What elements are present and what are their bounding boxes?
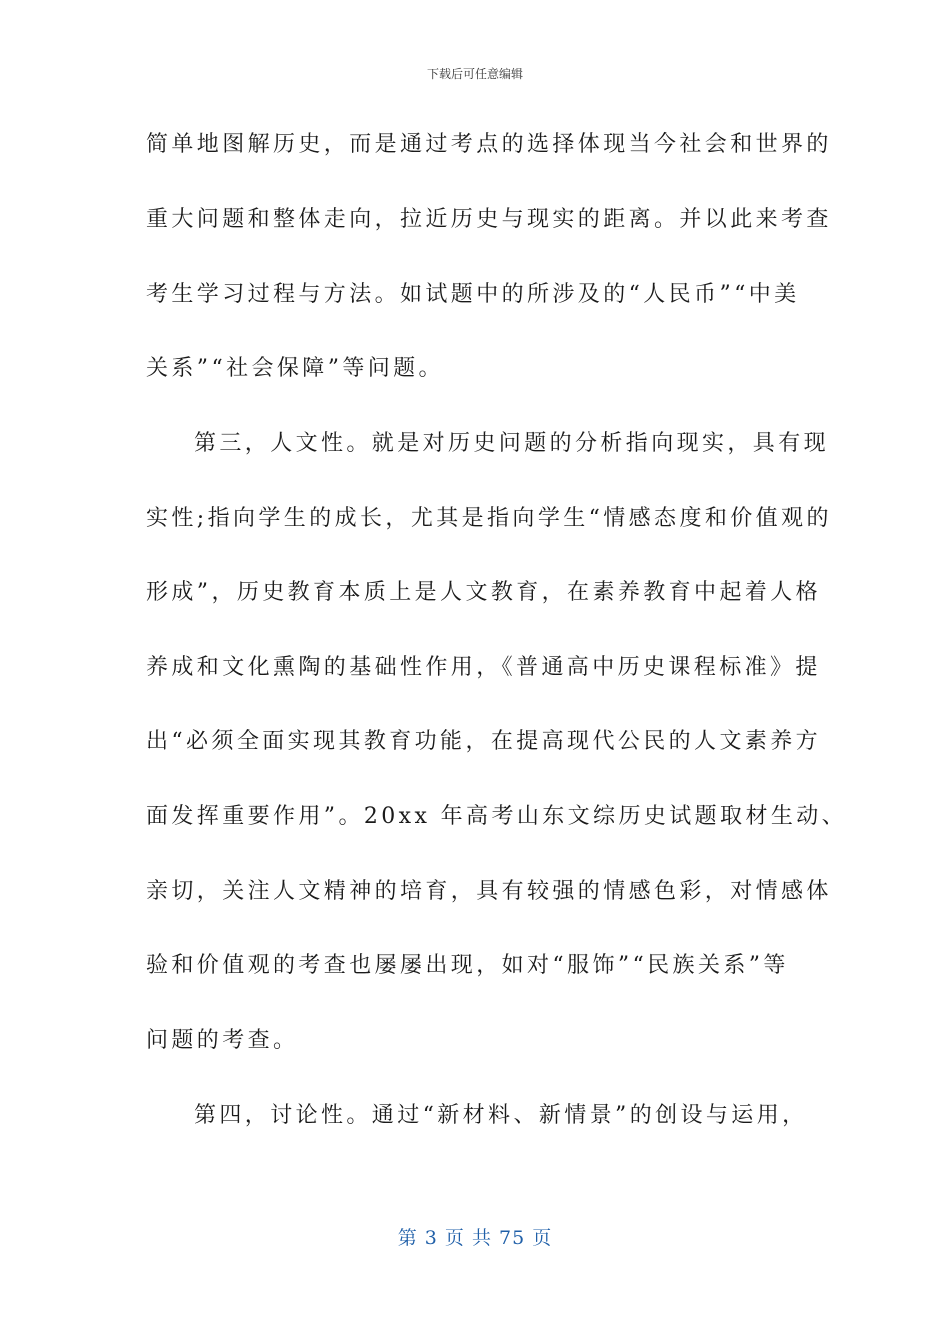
text-line: 考生学习过程与方法。如试题中的所涉及的“人民币”“中美 [146,282,800,307]
text-line: 简单地图解历史，而是通过考点的选择体现当今社会和世界的 [146,132,832,157]
text-line: 重大问题和整体走向，拉近历史与现实的距离。并以此来考查 [146,207,832,232]
text-line: 养成和文化熏陶的基础性作用，《普通高中历史课程标准》提 [146,655,821,680]
page-header: 下载后可任意编辑 [426,67,523,81]
text-line: 第三，人文性。就是对历史问题的分析指向现实，具有现 [194,431,830,456]
text-line: 验和价值观的考查也屡屡出现，如对“服饰”“民族关系”等 [146,953,789,978]
text-line: 问题的考查。 [146,1028,299,1053]
text-line: 出“必须全面实现其教育功能，在提高现代公民的人文素养方 [146,729,822,754]
text-line: 第四，讨论性。通过“新材料、新情景”的创设与运用， [194,1103,808,1128]
text-line: 面发挥重要作用”。20xx 年高考山东文综历史试题取材生动、 [146,804,848,829]
text-line: 形成”，历史教育本质上是人文教育，在素养教育中起着人格 [146,580,822,605]
page-number-footer: 第 3 页 共 75 页 [397,1227,553,1249]
text-line: 实性;指向学生的成长，尤其是指向学生“情感态度和价值观的 [146,506,832,531]
text-line: 亲切，关注人文精神的培育，具有较强的情感色彩，对情感体 [146,879,832,904]
text-line: 关系”“社会保障”等问题。 [146,356,444,381]
